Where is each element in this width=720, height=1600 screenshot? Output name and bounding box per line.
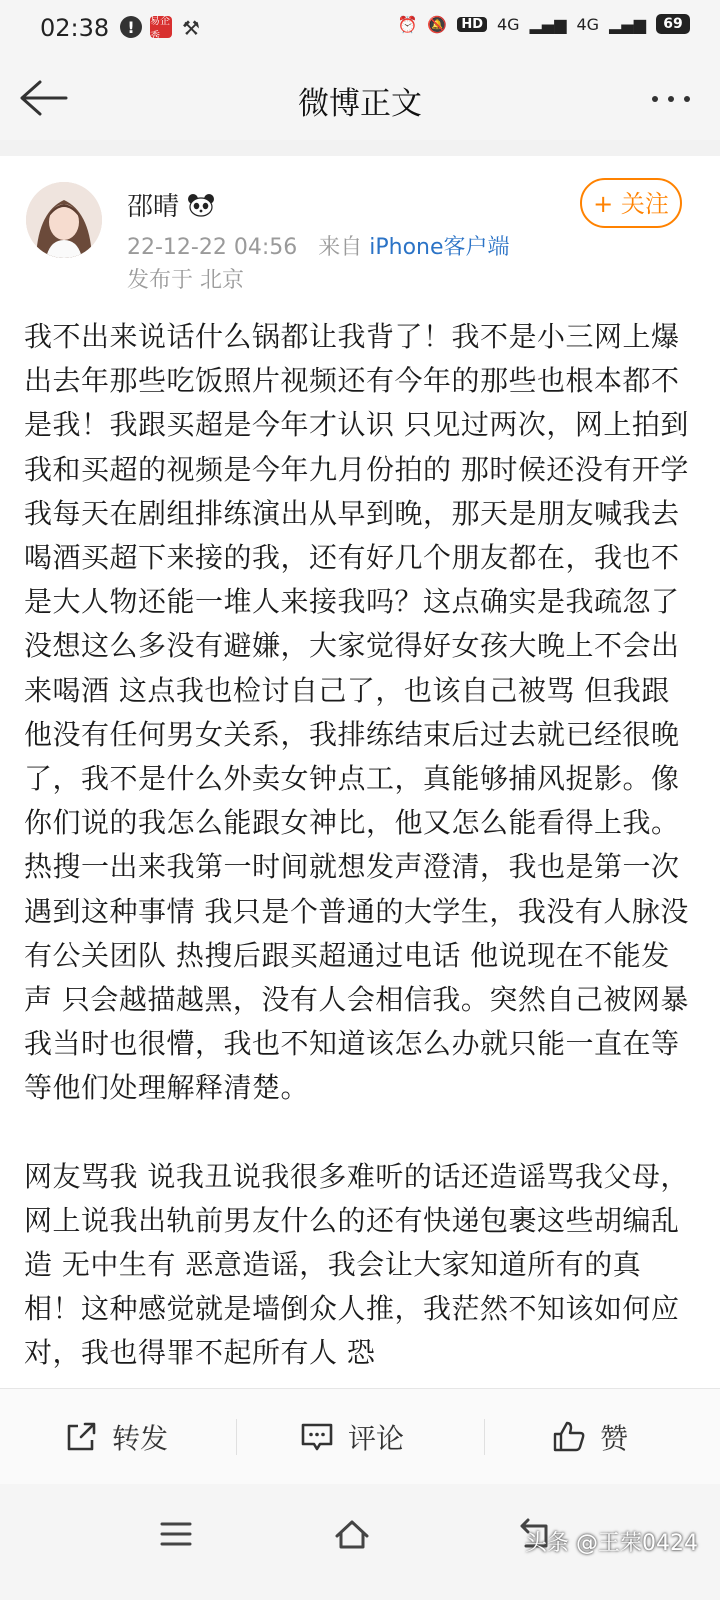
repost-button[interactable] [64, 1389, 168, 1485]
username-text: 邵晴 [127, 192, 180, 222]
section-divider [0, 140, 720, 156]
signal-icon-2: ▂▄▆ [609, 14, 646, 34]
like-label: 赞 [600, 1422, 629, 1455]
battery-icon: 69 [656, 14, 690, 34]
page-title: 微博正文 [298, 86, 422, 122]
action-separator [236, 1419, 237, 1455]
share-icon [64, 1420, 98, 1454]
menu-icon[interactable] [156, 1514, 196, 1554]
alarm-icon: ⏰ [397, 14, 418, 34]
action-bar [0, 1388, 720, 1485]
comment-icon [300, 1420, 334, 1454]
post-author[interactable] [127, 186, 215, 223]
follow-button[interactable]: + 关注 [580, 178, 682, 228]
home-icon[interactable] [332, 1514, 372, 1554]
status-time: 02:38 [40, 14, 110, 42]
nav-bar [0, 58, 720, 140]
post-date: 22-12-22 04:56 [127, 235, 298, 260]
post-source-link[interactable]: iPhone客户端 [369, 235, 510, 260]
hd-badge: HD [457, 17, 487, 32]
mute-bell-icon: 🔕 [427, 14, 448, 34]
network-4g-label-1: 4G [497, 14, 520, 34]
post-paragraph-2: 网友骂我 说我丑说我很多难听的话还造谣骂我父母，网上说我出轨前男友什么的还有快递包裹这些胡编乱造 无中生有 恶意造谣，我会让大家知道所有的真相！这种感觉就是墙倒众人推，我茫然不知该如何应对，我也得罪不起所有人 恐 [24, 1159, 689, 1370]
avatar[interactable] [26, 182, 102, 258]
alert-icon: ! [120, 16, 142, 38]
post-location: 发布于 北京 [127, 268, 244, 293]
repost-label: 转发 [112, 1422, 169, 1455]
status-bar [0, 0, 720, 58]
source-prefix: 来自 [318, 235, 363, 260]
post-body [24, 315, 696, 1376]
status-right-group [397, 14, 690, 34]
more-options-icon[interactable] [652, 96, 690, 102]
comment-button[interactable] [300, 1389, 404, 1485]
comment-label: 评论 [348, 1422, 405, 1455]
network-4g-label-2: 4G [576, 14, 600, 34]
action-separator [484, 1419, 485, 1455]
post-paragraph-1: 我不出来说话什么锅都让我背了！我不是小三网上爆出去年那些吃饭照片视频还有今年的那些也根本都不是我！我跟买超是今年才认识 只见过两次，网上拍到我和买超的视频是今年九月份拍的 那时候还没有开学 我每天在剧组排练演出从早到晚，那天是朋友喊我去喝酒买超下来接的我，还有好几个朋友都在，我也不是大人物还能一堆人来接我吗？这点确实是我疏忽了没想这么多没有避嫌，大家觉得好女孩大晚上不会出来喝酒 这点我也检讨自己了，也该自己被骂 但我跟他没有任何男女关系，我排练结束后过去就已经很晚了，我不是什么外卖女钟点工，真能够捕风捉影。像你们说的我怎么能跟女神比，他又怎么能看得上我。热搜一出来我第一时间就想发声澄清，我也是第一次遇到这种事情 我只是个普通的大学生，我没有人脉没有公关团队 热搜后跟买超通过电话 他说现在不能发声 只会越描越黑，没有人会相信我。突然自己被网暴我当时也很懵，我也不知道该怎么办就只能一直在等 等他们处理解释清楚。 [24, 320, 689, 1105]
tools-icon: ⚒ [182, 16, 200, 40]
watermark: 头条 @王荣0424 [525, 1531, 698, 1556]
app-notification-icon: 易企秀 [150, 16, 170, 42]
post-meta [127, 230, 510, 261]
panda-badge-icon [187, 193, 215, 217]
thumbs-up-icon [552, 1420, 586, 1454]
like-button[interactable] [552, 1389, 628, 1485]
signal-icon-1: ▂▄▆ [529, 14, 567, 34]
